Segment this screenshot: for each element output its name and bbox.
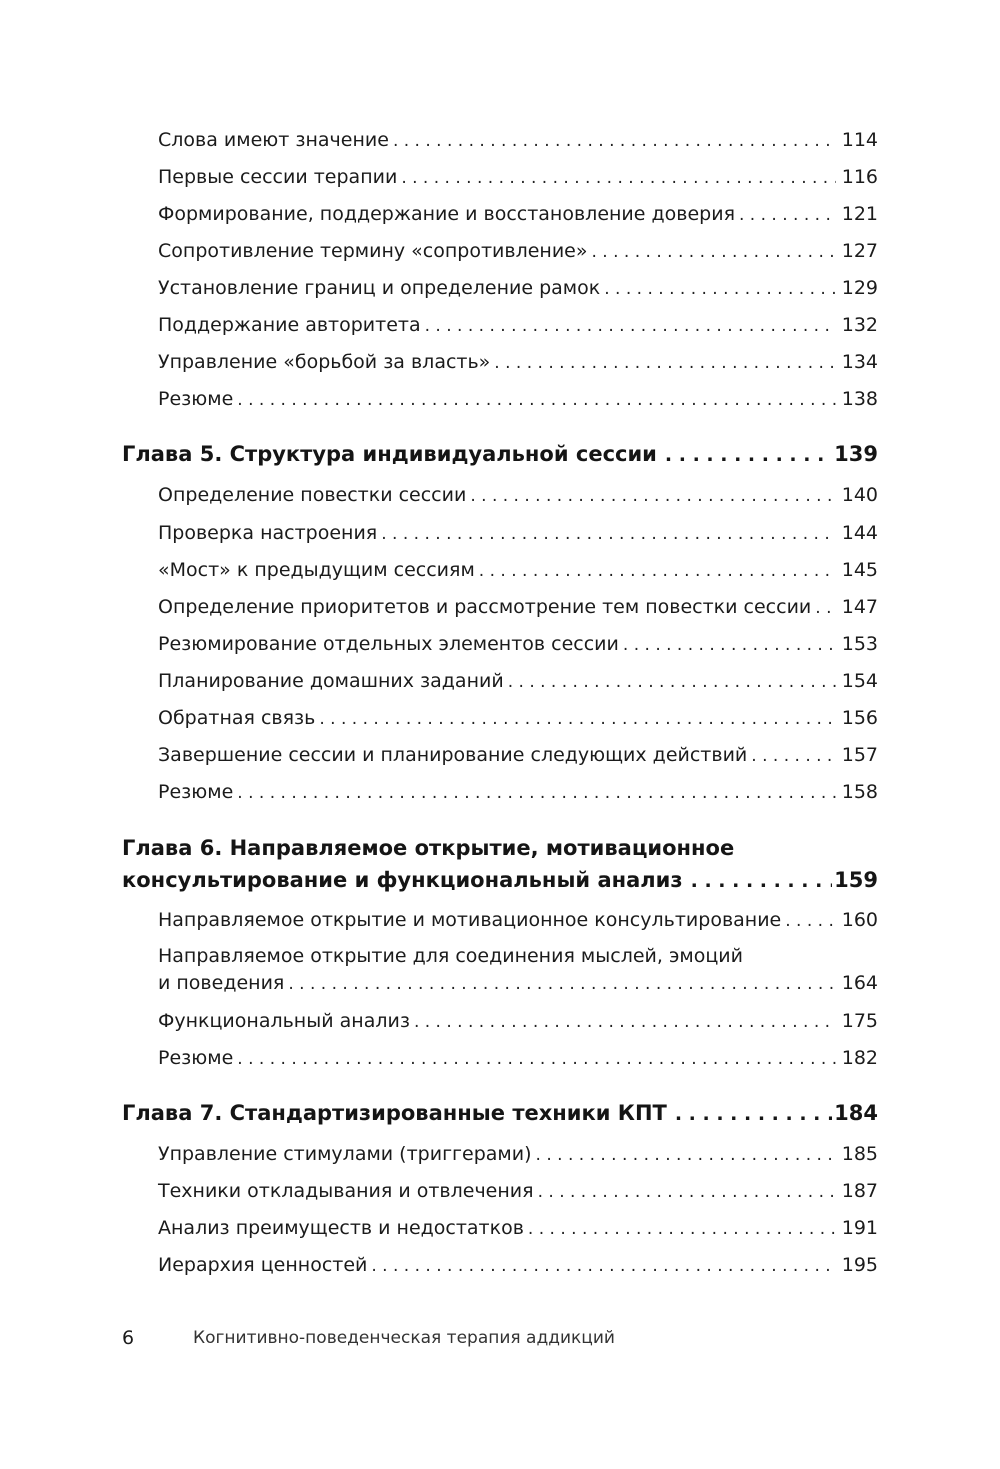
toc-entry-page: 185 <box>841 1143 878 1165</box>
toc-entry-title: Сопротивление термину «сопротивление» <box>158 240 588 262</box>
toc-entry[interactable] <box>158 780 878 805</box>
toc-entry[interactable] <box>158 350 878 375</box>
toc-entry[interactable] <box>158 483 878 508</box>
toc-entry[interactable] <box>158 1009 878 1034</box>
toc-entry-page: 144 <box>841 522 878 544</box>
toc-entry-title: Первые сессии терапии <box>158 166 398 188</box>
toc-entry[interactable] <box>158 387 878 412</box>
toc-entry-title: Слова имеют значение <box>158 129 389 151</box>
chapter-page: 139 <box>834 442 878 466</box>
toc-entry[interactable] <box>158 165 878 190</box>
toc-entry-title: Планирование домашних заданий <box>158 670 504 692</box>
toc-entry-page: 156 <box>841 707 878 729</box>
dot-leader <box>691 865 833 897</box>
toc-entry-title: Направляемое открытие и мотивационное консультирование <box>158 909 782 931</box>
toc-entry-title: Иерархия ценностей <box>158 1254 368 1276</box>
chapter-title: Глава 7. Стандартизированные техники КПТ <box>122 1101 667 1125</box>
dot-leader <box>623 633 836 657</box>
toc-entry[interactable] <box>158 632 878 657</box>
chapter-heading[interactable] <box>122 438 878 471</box>
toc-entry-title: и поведения <box>158 972 285 994</box>
toc-entry[interactable] <box>158 1253 878 1278</box>
dot-leader <box>675 1098 832 1130</box>
chapter-heading[interactable] <box>122 864 878 897</box>
dot-leader <box>470 484 835 508</box>
dot-leader <box>371 1254 835 1278</box>
toc-entry[interactable] <box>158 1216 878 1241</box>
toc-entry-title: Резюме <box>158 388 234 410</box>
dot-leader <box>381 522 836 546</box>
toc-entry[interactable] <box>158 558 878 583</box>
dot-leader <box>288 972 835 996</box>
toc-entry-title: Обратная связь <box>158 707 316 729</box>
toc-entry-title: Функциональный анализ <box>158 1010 410 1032</box>
toc-entry-title: Проверка настроения <box>158 522 378 544</box>
toc-entry[interactable] <box>158 706 878 731</box>
toc-entry-title: Определение повестки сессии <box>158 484 467 506</box>
dot-leader <box>237 781 835 805</box>
dot-leader <box>479 559 836 583</box>
toc-entry-page: 138 <box>841 388 878 410</box>
toc-entry-page: 182 <box>841 1047 878 1069</box>
toc-entry-page: 129 <box>841 277 878 299</box>
toc-entry[interactable] <box>158 521 878 546</box>
toc-entry[interactable] <box>158 1179 878 1204</box>
toc-entry-page: 121 <box>841 203 878 225</box>
chapter-heading-line1[interactable]: Глава 6. Направляемое открытие, мотивационное <box>122 836 735 860</box>
toc-entry-page: 191 <box>841 1217 878 1239</box>
chapter-page: 184 <box>834 1101 878 1125</box>
toc-entry-page: 160 <box>841 909 878 931</box>
dot-leader <box>393 129 836 153</box>
toc-entry-page: 164 <box>841 972 878 994</box>
toc-entry-title: «Мост» к предыдущим сессиям <box>158 559 475 581</box>
chapter-title: Глава 5. Структура индивидуальной сессии <box>122 442 657 466</box>
toc-entry-title: Определение приоритетов и рассмотрение тем повестки сессии <box>158 596 812 618</box>
dot-leader <box>528 1217 836 1241</box>
toc-entry[interactable] <box>158 743 878 768</box>
dot-leader <box>237 1047 835 1071</box>
dot-leader <box>414 1010 836 1034</box>
toc-entry[interactable] <box>158 971 878 996</box>
toc-entry[interactable] <box>158 202 878 227</box>
dot-leader <box>592 240 836 264</box>
toc-entry-page: 132 <box>841 314 878 336</box>
dot-leader <box>538 1180 836 1204</box>
chapter-heading[interactable] <box>122 1097 878 1130</box>
dot-leader <box>785 909 835 933</box>
toc-entry-page: 153 <box>841 633 878 655</box>
toc-entry-page: 158 <box>841 781 878 803</box>
footer-page-number: 6 <box>122 1327 135 1349</box>
toc-entry-title: Техники откладывания и отвлечения <box>158 1180 534 1202</box>
toc-entry-title: Управление «борьбой за власть» <box>158 351 491 373</box>
toc-entry[interactable] <box>158 669 878 694</box>
dot-leader <box>604 277 836 301</box>
toc-entry-title: Резюме <box>158 781 234 803</box>
toc-entry-page: 116 <box>841 166 878 188</box>
toc-entry-title: Управление стимулами (триггерами) <box>158 1143 532 1165</box>
toc-entry[interactable] <box>158 595 878 620</box>
chapter-page: 159 <box>834 868 878 892</box>
toc-entry[interactable] <box>158 276 878 301</box>
toc-entry[interactable] <box>158 1142 878 1167</box>
dot-leader <box>536 1143 836 1167</box>
dot-leader <box>739 203 836 227</box>
toc-entry-page: 134 <box>841 351 878 373</box>
toc-entry-page: 145 <box>841 559 878 581</box>
toc-entry-title: Формирование, поддержание и восстановление доверия <box>158 203 735 225</box>
toc-entry-title: Поддержание авторитета <box>158 314 421 336</box>
dot-leader <box>665 439 832 471</box>
toc-entry[interactable] <box>158 128 878 153</box>
toc-entry-page: 157 <box>841 744 878 766</box>
toc-entry-title: Анализ преимуществ и недостатков <box>158 1217 524 1239</box>
toc-entry-page: 127 <box>841 240 878 262</box>
toc-entry-page: 175 <box>841 1010 878 1032</box>
toc-entry-title: Установление границ и определение рамок <box>158 277 601 299</box>
dot-leader <box>508 670 836 694</box>
dot-leader <box>815 596 835 620</box>
toc-entry-page: 195 <box>841 1254 878 1276</box>
dot-leader <box>494 351 835 375</box>
toc-entry-title: Завершение сессии и планирование следующих действий <box>158 744 748 766</box>
toc-entry-page: 114 <box>841 129 878 151</box>
dot-leader <box>751 744 835 768</box>
toc-entry-page: 147 <box>841 596 878 618</box>
toc-entry-title: Резюмирование отдельных элементов сессии <box>158 633 619 655</box>
dot-leader <box>425 314 836 338</box>
toc-entry-page: 154 <box>841 670 878 692</box>
dot-leader <box>319 707 835 731</box>
dot-leader <box>401 166 835 190</box>
toc-entry[interactable] <box>158 908 878 933</box>
toc-entry-title: Резюме <box>158 1047 234 1069</box>
toc-entry-title-line1[interactable]: Направляемое открытие для соединения мыслей, эмоций <box>158 945 743 967</box>
footer-book-title: Когнитивно-поведенческая терапия аддикций <box>193 1328 615 1348</box>
toc-entry-page: 140 <box>841 484 878 506</box>
toc-entry[interactable] <box>158 1046 878 1071</box>
dot-leader <box>237 388 835 412</box>
chapter-title: консультирование и функциональный анализ <box>122 868 683 892</box>
toc-entry[interactable] <box>158 239 878 264</box>
toc-entry[interactable] <box>158 313 878 338</box>
toc-entry-page: 187 <box>841 1180 878 1202</box>
